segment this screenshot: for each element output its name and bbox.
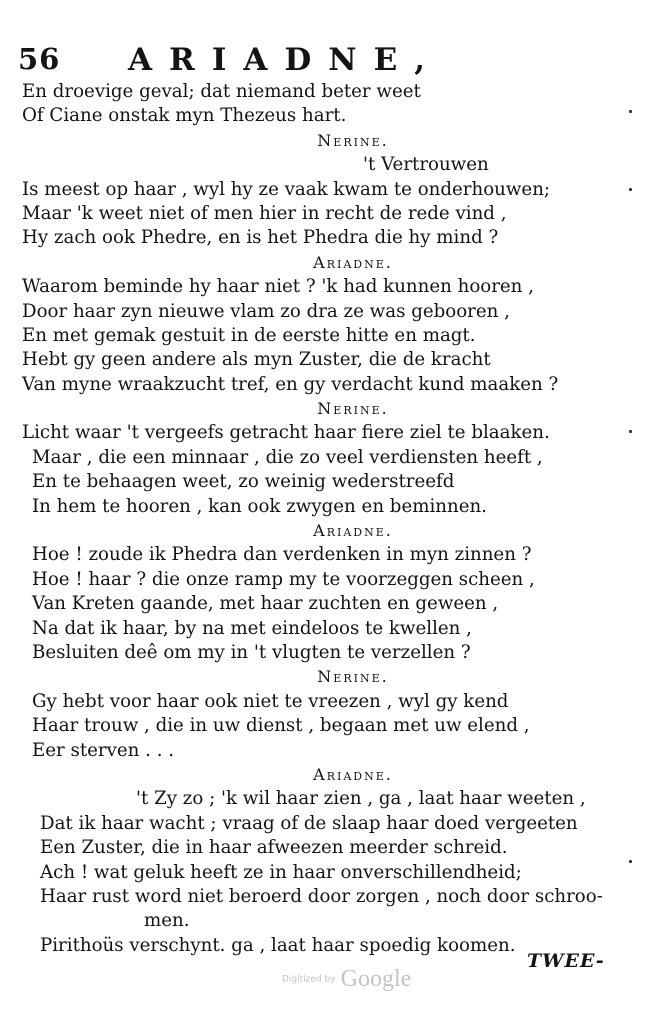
verse-line: Licht waar 't vergeefs getracht haar fiere ziel te blaaken. [22,422,550,444]
verse-line: Haar rust word niet beroerd door zorgen , noch door schroo- [40,885,603,907]
catchword: TWEE- [527,950,605,972]
margin-mark [629,188,632,191]
verse-line: In hem te hooren , kan ook zwygen en beminnen. [32,495,487,517]
speaker-name: Ariadne. [313,764,393,784]
digitized-watermark [282,966,411,993]
speaker-name: Nerine. [317,130,389,150]
verse-text-block [18,80,618,958]
verse-line: Pirithoüs verschynt. ga , laat haar spoedig koomen. [40,934,516,956]
speaker-name: Nerine. [317,667,389,687]
margin-mark [629,860,632,863]
verse-line: En te behaagen weet, zo weinig wederstreefd [32,471,455,493]
verse-line: En met gemak gestuit in de eerste hitte en magt. [22,324,476,346]
verse-line: men. [144,910,190,932]
verse-line: Of Ciane onstak myn Thezeus hart. [22,105,347,127]
speaker-name: Ariadne. [313,252,393,272]
page-header [18,42,488,82]
verse-line: 't Zy zo ; 'k wil haar zien , ga , laat haar weeten , [136,788,586,810]
verse-line: En droevige geval; dat niemand beter weet [22,81,421,102]
speaker-name: Ariadne. [313,521,393,541]
verse-line: 't Vertrouwen [363,154,489,176]
verse-line: Van myne wraakzucht tref, en gy verdacht kund maaken ? [22,373,559,395]
verse-line: Eer sterven . . . [32,739,175,761]
google-logo: Google [340,966,412,992]
verse-line: Gy hebt voor haar ook niet te vreezen , wyl gy kend [32,690,509,712]
verse-line: Maar 'k weet niet of men hier in recht de rede vind , [22,202,507,224]
verse-line: Van Kreten gaande, met haar zuchten en geween , [32,593,499,615]
verse-line: Een Zuster, die in haar afweezen meerder schreid. [40,837,508,859]
verse-line: Hy zach ook Phedre, en is het Phedra die hy mind ? [22,227,499,249]
watermark-prefix: Digitized by [282,974,336,985]
verse-line: Besluiten deê om my in 't vlugten te verzellen ? [32,641,471,663]
verse-line: Hoe ! zoude ik Phedra dan verdenken in myn zinnen ? [32,544,532,566]
margin-mark [629,110,632,113]
verse-line: Is meest op haar , wyl hy ze vaak kwam te onderhouwen; [22,178,551,200]
verse-line: Haar trouw , die in uw dienst , begaan met uw elend , [32,715,530,737]
verse-line: Dat ik haar wacht ; vraag of de slaap haar doed vergeeten [40,812,578,834]
running-title: ARIADNE, [128,42,443,78]
page-number: 56 [18,42,61,76]
verse-line: Door haar zyn nieuwe vlam zo dra ze was gebooren , [22,300,510,322]
verse-line: Hebt gy geen andere als myn Zuster, die de kracht [22,349,491,371]
margin-mark [629,430,632,433]
verse-line: Ach ! wat geluk heeft ze in haar onverschillendheid; [40,861,522,883]
verse-line: Waarom beminde hy haar niet ? 'k had kunnen hooren , [22,276,534,298]
verse-line: Maar , die een minnaar , die zo veel verdiensten heeft , [32,446,543,468]
verse-line: Hoe ! haar ? die onze ramp my te voorzeggen scheen , [32,568,535,590]
verse-line: Na dat ik haar, by na met eindeloos te kwellen , [32,617,472,639]
speaker-name: Nerine. [317,399,389,419]
